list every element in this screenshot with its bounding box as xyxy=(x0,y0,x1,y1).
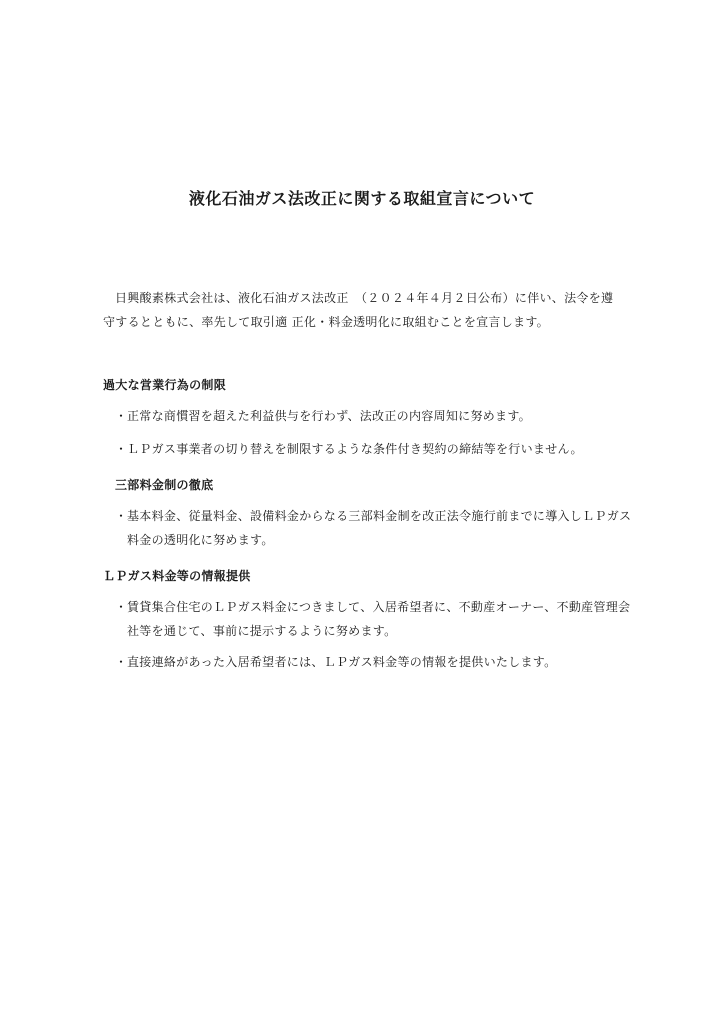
intro-paragraph: 日興酸素株式会社は、液化石油ガス法改正 （２０２４年４月２日公布）に伴い、法令を遵守するとともに、率先して取引適 正化・料金透明化に取組むことを宣言します。 xyxy=(103,291,614,329)
bullet-mark: ・ xyxy=(115,442,128,456)
list-item-text: 正常な商慣習を超えた利益供与を行わず、法改正の内容周知に努めます。 xyxy=(127,409,531,423)
section-heading-lpg-price-info: ＬＰガス料金等の情報提供 xyxy=(103,569,251,583)
list-item xyxy=(115,650,632,674)
section-heading-three-part-pricing: 三部料金制の徹底 xyxy=(115,478,214,492)
bullet-mark: ・ xyxy=(115,600,128,614)
list-item xyxy=(115,504,632,552)
list-item xyxy=(115,595,632,643)
list-item-text: ＬＰガス事業者の切り替えを制限するような条件付き契約の締結等を行いません。 xyxy=(127,442,583,456)
list-item-text: 基本料金、従量料金、設備料金からなる三部料金制を改正法令施行前までに導入しＬＰガス料金の透明化に努めます。 xyxy=(127,509,632,547)
bullet-mark: ・ xyxy=(115,409,128,423)
list-item-text: 賃貸集合住宅のＬＰガス料金につきまして、入居希望者に、不動産オーナー、不動産管理会社等を通じて、事前に提示するように努めます。 xyxy=(127,600,631,638)
bullet-mark: ・ xyxy=(115,509,128,523)
section-heading-excessive-sales: 過大な営業行為の制限 xyxy=(103,378,227,392)
document-title: 液化石油ガス法改正に関する取組宣言について xyxy=(188,189,536,208)
list-item xyxy=(115,437,632,461)
list-item xyxy=(115,404,627,428)
list-item-text: 直接連絡があった入居希望者には、ＬＰガス料金等の情報を提供いたします。 xyxy=(127,655,557,669)
bullet-mark: ・ xyxy=(115,655,128,669)
